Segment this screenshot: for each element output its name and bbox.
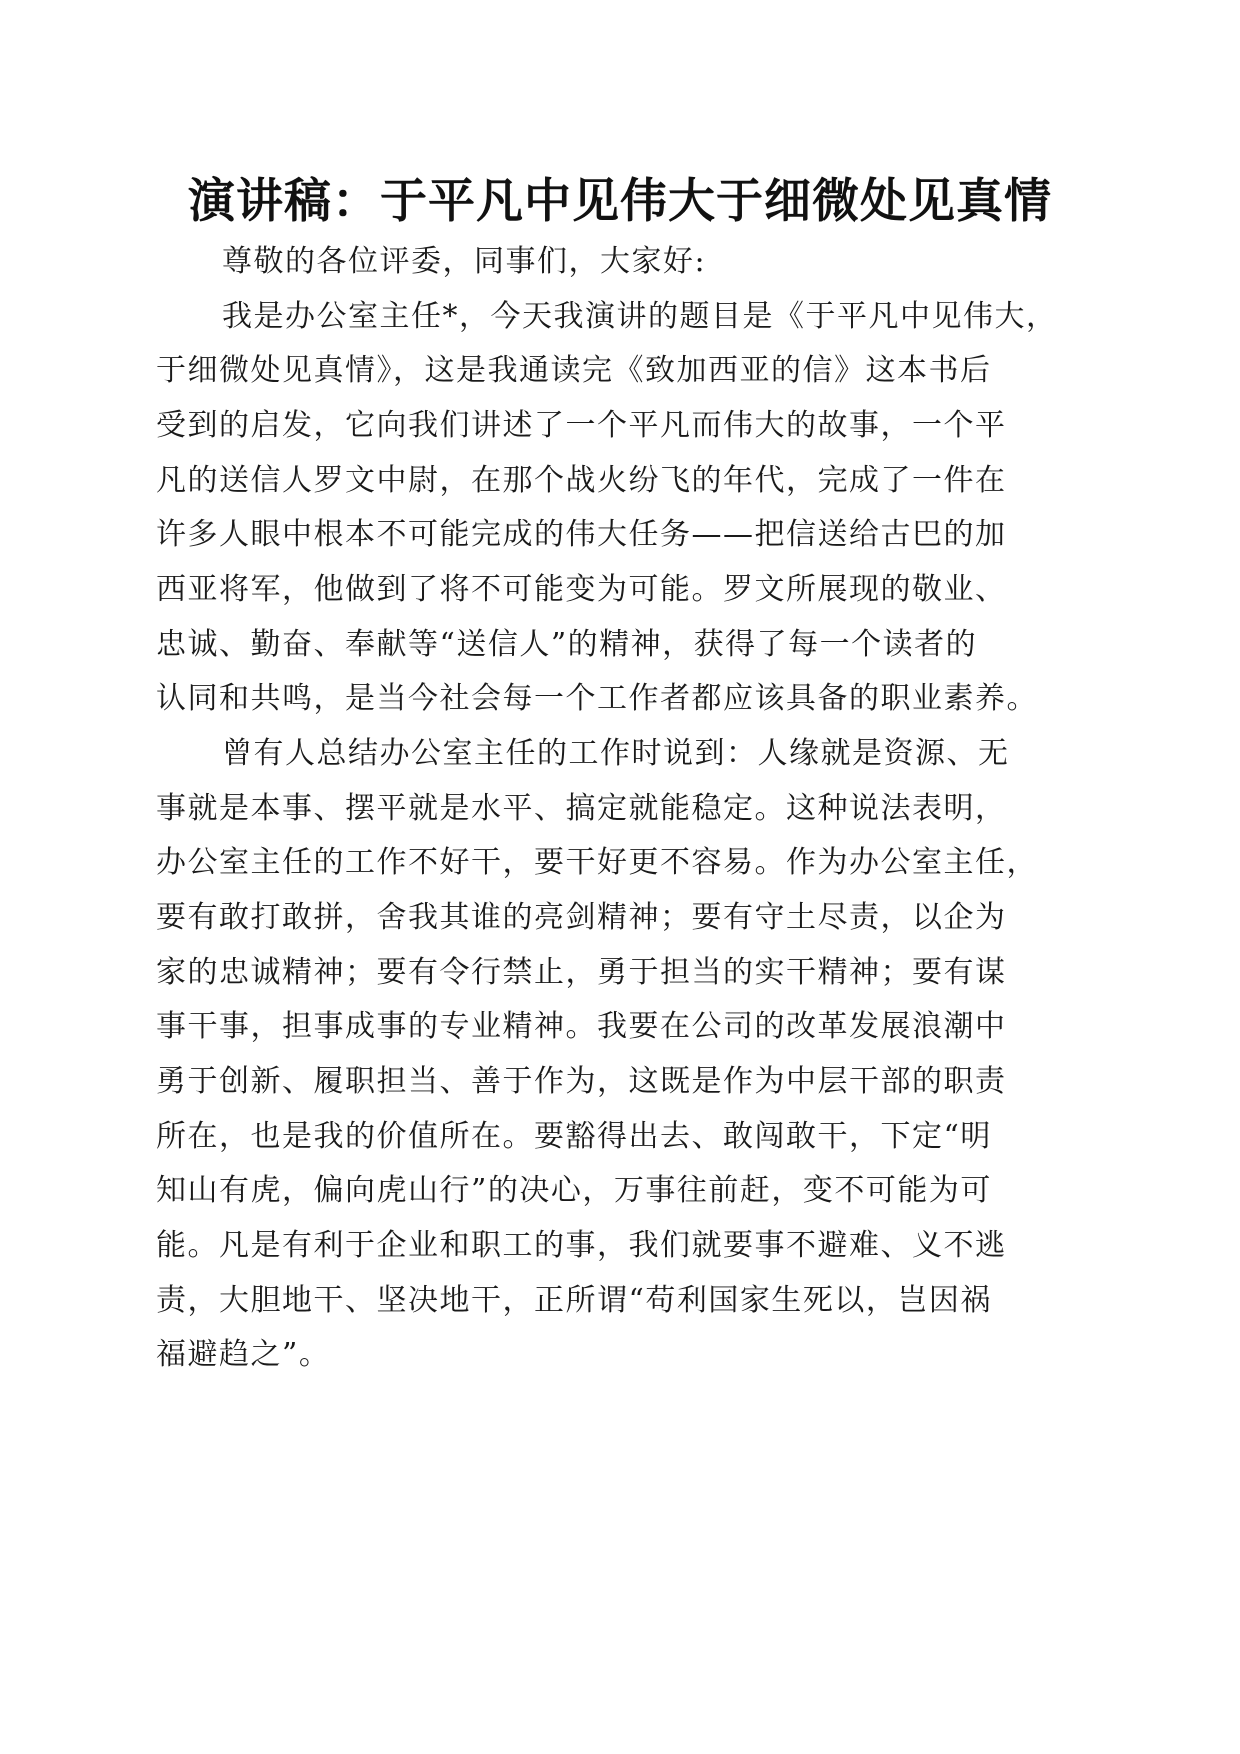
paragraph-line: 事就是本事、摆平就是水平、搞定就能稳定。这种说法表明， bbox=[156, 791, 1007, 826]
paragraph-line: 忠诚、勤奋、奉献等“送信人”的精神，获得了每一个读者的 bbox=[156, 627, 978, 662]
paragraph-line: 曾有人总结办公室主任的工作时说到：人缘就是资源、无 bbox=[222, 736, 1010, 771]
paragraph-line: 于细微处见真情》，这是我通读完《致加西亚的信》这本书后 bbox=[156, 353, 992, 388]
paragraph-line: 西亚将军，他做到了将不可能变为可能。罗文所展现的敬业、 bbox=[156, 572, 1007, 607]
paragraph-line: 受到的启发，它向我们讲述了一个平凡而伟大的故事，一个平 bbox=[156, 408, 1007, 443]
paragraph-line: 能。凡是有利于企业和职工的事，我们就要事不避难、义不逃 bbox=[156, 1228, 1007, 1263]
paragraph-line: 要有敢打敢拼，舍我其谁的亮剑精神；要有守土尽责，以企为 bbox=[156, 900, 1007, 935]
paragraph-line: 认同和共鸣，是当今社会每一个工作者都应该具备的职业素养。 bbox=[156, 681, 1038, 716]
paragraph-line: 福避趋之”。 bbox=[156, 1337, 331, 1372]
paragraph-line: 我是办公室主任*，今天我演讲的题目是《于平凡中见伟大， bbox=[222, 299, 1058, 334]
paragraph-line: 勇于创新、履职担当、善于作为，这既是作为中层干部的职责 bbox=[156, 1064, 1007, 1099]
paragraph-line: 家的忠诚精神；要有令行禁止，勇于担当的实干精神；要有谋 bbox=[156, 955, 1007, 990]
greeting-line: 尊敬的各位评委，同事们，大家好: bbox=[222, 244, 707, 279]
paragraph-line: 知山有虎，偏向虎山行”的决心，万事往前赶，变不可能为可 bbox=[156, 1173, 992, 1208]
paragraph-line: 许多人眼中根本不可能完成的伟大任务——把信送给古巴的加 bbox=[156, 517, 1007, 552]
paragraph-line: 事干事，担事成事的专业精神。我要在公司的改革发展浪潮中 bbox=[156, 1009, 1007, 1044]
paragraph-line: 所在，也是我的价值所在。要豁得出去、敢闯敢干，下定“明 bbox=[156, 1119, 992, 1154]
paragraph-line: 责，大胆地干、坚决地干，正所谓“苟利国家生死以，岂因祸 bbox=[156, 1283, 992, 1318]
paragraph-line: 办公室主任的工作不好干，要干好更不容易。作为办公室主任， bbox=[156, 845, 1038, 880]
paragraph-line: 凡的送信人罗文中尉，在那个战火纷飞的年代，完成了一件在 bbox=[156, 463, 1007, 498]
document-title: 演讲稿：于平凡中见伟大于细微处见真情 bbox=[188, 174, 1052, 229]
